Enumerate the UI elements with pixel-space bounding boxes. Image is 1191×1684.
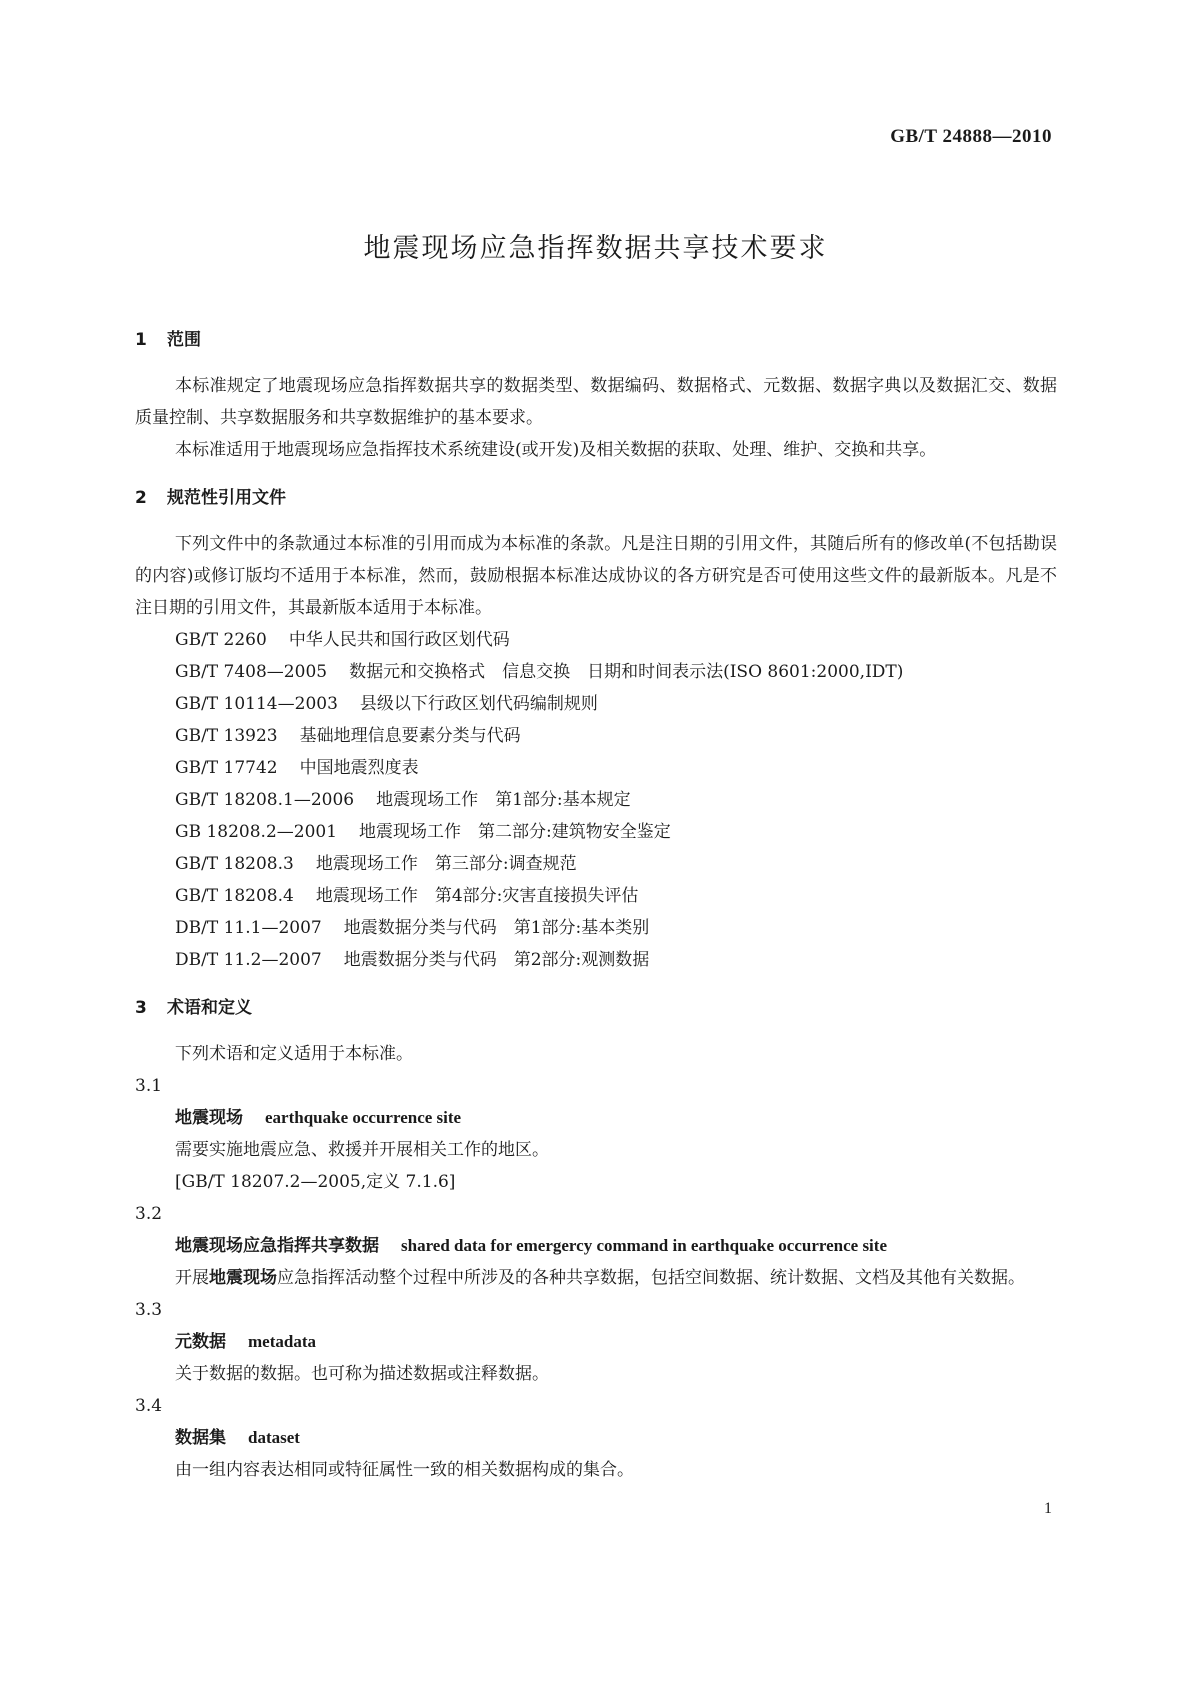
- section-number: 2: [135, 488, 147, 508]
- reference-title: 数据元和交换格式 信息交换 日期和时间表示法(ISO 8601:2000,IDT): [349, 662, 904, 682]
- term-number: 3.3: [135, 1300, 163, 1320]
- reference-item: [135, 720, 1057, 752]
- reference-list: [135, 624, 1057, 976]
- reference-code: GB/T 18208.3: [175, 854, 294, 874]
- reference-code: GB 18208.2—2001: [175, 822, 338, 842]
- term-chinese: 地震现场应急指挥共享数据: [175, 1236, 379, 1256]
- section-heading: [135, 324, 1057, 356]
- page-number: 1: [1044, 1500, 1052, 1517]
- term-number: 3.2: [135, 1204, 163, 1224]
- reference-item: [135, 912, 1057, 944]
- term-heading: [135, 1230, 1057, 1262]
- reference-item: [135, 880, 1057, 912]
- definition-highlight: 地震现场: [209, 1268, 277, 1288]
- term-number: 3.1: [135, 1076, 163, 1096]
- paragraph: 本标准适用于地震现场应急指挥技术系统建设(或开发)及相关数据的获取、处理、维护、交换和共享。: [175, 440, 937, 460]
- section-heading: [135, 482, 1057, 514]
- reference-code: DB/T 11.1—2007: [175, 918, 322, 938]
- term-chinese: 元数据: [175, 1332, 226, 1352]
- section-title: 术语和定义: [167, 998, 252, 1018]
- paragraph: 本标准规定了地震现场应急指挥数据共享的数据类型、数据编码、数据格式、元数据、数据字典以及数据汇交、数据质量控制、共享数据服务和共享数据维护的基本要求。: [135, 376, 1057, 428]
- term-entry: [135, 1070, 1057, 1198]
- term-definition: 由一组内容表达相同或特征属性一致的相关数据构成的集合。: [175, 1460, 634, 1480]
- reference-title: 地震现场工作 第4部分:灾害直接损失评估: [315, 886, 639, 906]
- reference-item: [135, 752, 1057, 784]
- reference-code: GB/T 18208.1—2006: [175, 790, 355, 810]
- term-chinese: 地震现场: [175, 1108, 243, 1128]
- term-heading: [135, 1326, 1057, 1358]
- term-definition: 需要实施地震应急、救援并开展相关工作的地区。: [175, 1140, 549, 1160]
- document-title: 地震现场应急指挥数据共享技术要求: [363, 233, 828, 264]
- term-heading: [135, 1422, 1057, 1454]
- definition-text: 开展: [175, 1268, 209, 1288]
- reference-item: [135, 688, 1057, 720]
- reference-code: GB/T 7408—2005: [175, 662, 328, 682]
- section-heading: [135, 992, 1057, 1024]
- term-chinese: 数据集: [175, 1428, 226, 1448]
- reference-title: 地震现场工作 第三部分:调查规范: [315, 854, 577, 874]
- term-entry: [135, 1294, 1057, 1390]
- reference-item: [135, 624, 1057, 656]
- reference-title: 中华人民共和国行政区划代码: [288, 630, 510, 650]
- term-entry: [135, 1390, 1057, 1486]
- section-number: 3: [135, 998, 147, 1018]
- reference-title: 地震现场工作 第二部分:建筑物安全鉴定: [359, 822, 671, 842]
- reference-code: DB/T 11.2—2007: [175, 950, 322, 970]
- section-title: 范围: [167, 330, 201, 350]
- term-definition: 关于数据的数据。也可称为描述数据或注释数据。: [175, 1364, 549, 1384]
- reference-code: GB/T 2260: [175, 630, 267, 650]
- reference-item: [135, 944, 1057, 976]
- reference-title: 地震数据分类与代码 第1部分:基本类别: [343, 918, 650, 938]
- term-number: 3.4: [135, 1396, 163, 1416]
- reference-code: GB/T 10114—2003: [175, 694, 338, 714]
- reference-title: 县级以下行政区划代码编制规则: [359, 694, 598, 714]
- term-english: shared data for emergercy command in earthquake occurrence site: [401, 1236, 887, 1255]
- document-body: [135, 324, 1057, 1486]
- reference-item: [135, 784, 1057, 816]
- term-english: dataset: [248, 1428, 300, 1447]
- paragraph: 下列术语和定义适用于本标准。: [175, 1044, 413, 1064]
- definition-text: 应急指挥活动整个过程中所涉及的各种共享数据，包括空间数据、统计数据、文档及其他有关数据。: [277, 1268, 1025, 1288]
- standard-code: GB/T 24888—2010: [890, 126, 1052, 147]
- section-title: 规范性引用文件: [167, 488, 286, 508]
- reference-title: 基础地理信息要素分类与代码: [299, 726, 521, 746]
- term-english: earthquake occurrence site: [265, 1108, 462, 1127]
- term-english: metadata: [248, 1332, 316, 1351]
- reference-title: 地震现场工作 第1部分:基本规定: [376, 790, 631, 810]
- section-scope: [135, 324, 1057, 466]
- reference-code: GB/T 17742: [175, 758, 278, 778]
- reference-code: GB/T 18208.4: [175, 886, 294, 906]
- term-heading: [135, 1102, 1057, 1134]
- reference-code: GB/T 13923: [175, 726, 278, 746]
- section-terms-and-definitions: [135, 992, 1057, 1486]
- reference-title: 中国地震烈度表: [299, 758, 419, 778]
- reference-title: 地震数据分类与代码 第2部分:观测数据: [343, 950, 650, 970]
- section-normative-references: [135, 482, 1057, 976]
- reference-item: [135, 656, 1057, 688]
- term-entry: [135, 1198, 1057, 1294]
- paragraph: 下列文件中的条款通过本标准的引用而成为本标准的条款。凡是注日期的引用文件，其随后所有的修改单(不包括勘误的内容)或修订版均不适用于本标准，然而，鼓励根据本标准达成协议的各方研究是否可使用这些文件的最新版本。凡是不注日期的引用文件，其最新版本适用于本标准。: [135, 534, 1057, 618]
- term-source: [GB/T 18207.2—2005,定义 7.1.6]: [175, 1172, 456, 1192]
- reference-item: [135, 848, 1057, 880]
- section-number: 1: [135, 330, 147, 350]
- term-definition: [135, 1262, 1057, 1294]
- reference-item: [135, 816, 1057, 848]
